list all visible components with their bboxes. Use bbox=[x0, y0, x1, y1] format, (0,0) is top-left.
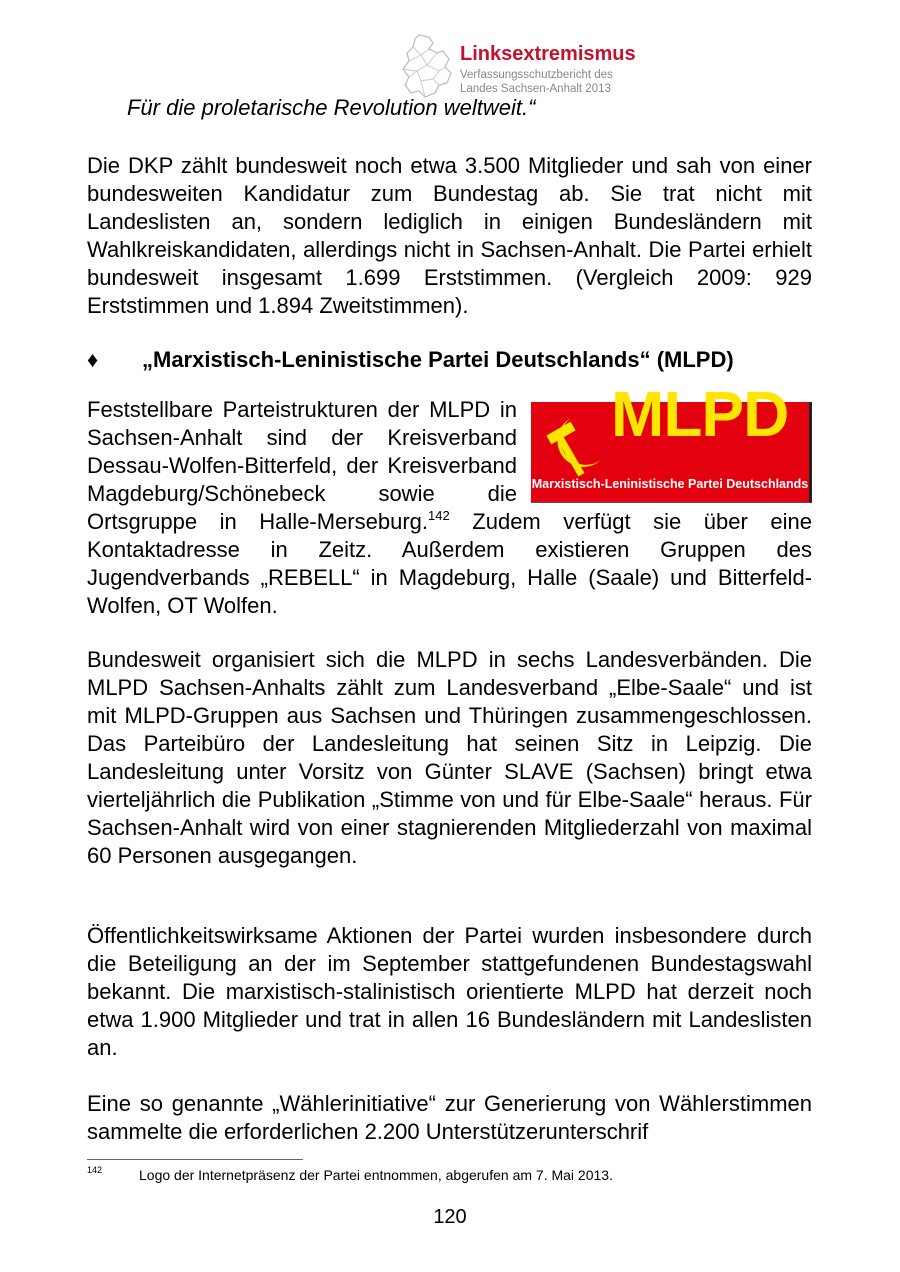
footnote-number: 142 bbox=[87, 1165, 103, 1175]
header-title: Linksextremismus bbox=[460, 43, 636, 65]
quote-line: Für die proletarische Revolution weltweit.“ bbox=[127, 95, 536, 120]
logo-text: MLPD bbox=[611, 378, 789, 450]
mlpd-logo bbox=[531, 378, 812, 503]
diamond-bullet-icon: ♦ bbox=[87, 347, 99, 372]
page-number: 120 bbox=[433, 1206, 467, 1228]
paragraph-waehlerinitiative: Eine so genannte „Wählerinitiative“ zur Generierung von Wählerstimmen sammelte die erforderlichen 2.200 Unterstützerunterschrif bbox=[87, 1091, 812, 1144]
section-title: „Marxistisch-Leninistische Partei Deutschlands“ (MLPD) bbox=[142, 347, 734, 372]
header-subtitle bbox=[460, 68, 636, 96]
page-header bbox=[460, 44, 636, 96]
footnote-ref[interactable]: 142 bbox=[428, 508, 450, 523]
footnote-text: Logo der Internetpräsenz der Partei entnommen, abgerufen am 7. Mai 2013. bbox=[139, 1167, 613, 1183]
paragraph2-text-a: Feststellbare Parteistrukturen der MLPD in Sachsen-Anhalt sind der Kreisverband Dessau-Wolfen-Bitterfeld, der Kreisverband Magdeburg/Schönebeck sowie die Ortsgruppe in Halle-Merseburg. bbox=[87, 397, 517, 534]
paragraph2-text-b: Zudem verfügt sie über eine Kontaktadresse in Zeitz. Außerdem existieren Gruppen des Jugendverbands „REBELL“ in Magdeburg, Halle (Saale) und Bitterfeld-Wolfen, OT Wolfen. bbox=[87, 509, 812, 618]
paragraph-dkp: Die DKP zählt bundesweit noch etwa 3.500 Mitglieder und sah von einer bundesweiten Kandidatur zum Bundestag ab. Sie trat nicht mit Landeslisten an, sondern lediglich in einigen Bundesländern mit Wahlkreiskandidaten, allerdings nicht in Sachsen-Anhalt. Die Partei erhielt bundesweit insgesamt 1.699 Erststimmen. (Vergleich 2009: 929 Erststimmen und 1.894 Zweitstimmen). bbox=[87, 153, 812, 318]
paragraph-mlpd-structures bbox=[87, 378, 812, 620]
logo-subtitle: Marxistisch-Leninistische Partei Deutschlands bbox=[531, 477, 809, 491]
header-subtitle-line2: Landes Sachsen-Anhalt 2013 bbox=[460, 83, 611, 95]
paragraph-landesverband: Bundesweit organisiert sich die MLPD in sechs Landesverbänden. Die MLPD Sachsen-Anhalts zählt zum Landesverband „Elbe-Saale“ und ist mit MLPD-Gruppen aus Sachsen und Thüringen zusammengeschlossen. Das Parteibüro der Landesleitung hat seinen Sitz in Leipzig. Die Landesleitung unter Vorsitz von Günter SLAVE (Sachsen) bringt etwa vierteljährlich die Publikation „Stimme von und für Elbe-Saale“ heraus. Für Sachsen-Anhalt wird von einer stagnierenden Mitgliederzahl von maximal 60 Personen ausgegangen. bbox=[87, 647, 812, 868]
footnote-divider bbox=[87, 1159, 303, 1160]
saxony-anhalt-map-icon bbox=[399, 33, 455, 99]
section-heading bbox=[87, 346, 812, 374]
paragraph-bundestagswahl: Öffentlichkeitswirksame Aktionen der Partei wurden insbesondere durch die Beteiligung an der im September stattgefundenen Bundestagswahl bekannt. Die marxistisch-stalinistisch orientierte MLPD hat derzeit noch etwa 1.900 Mitglieder und trat in allen 16 Bundesländern mit Landeslisten an. bbox=[87, 923, 812, 1060]
header-subtitle-line1: Verfassungsschutzbericht des bbox=[460, 69, 613, 81]
